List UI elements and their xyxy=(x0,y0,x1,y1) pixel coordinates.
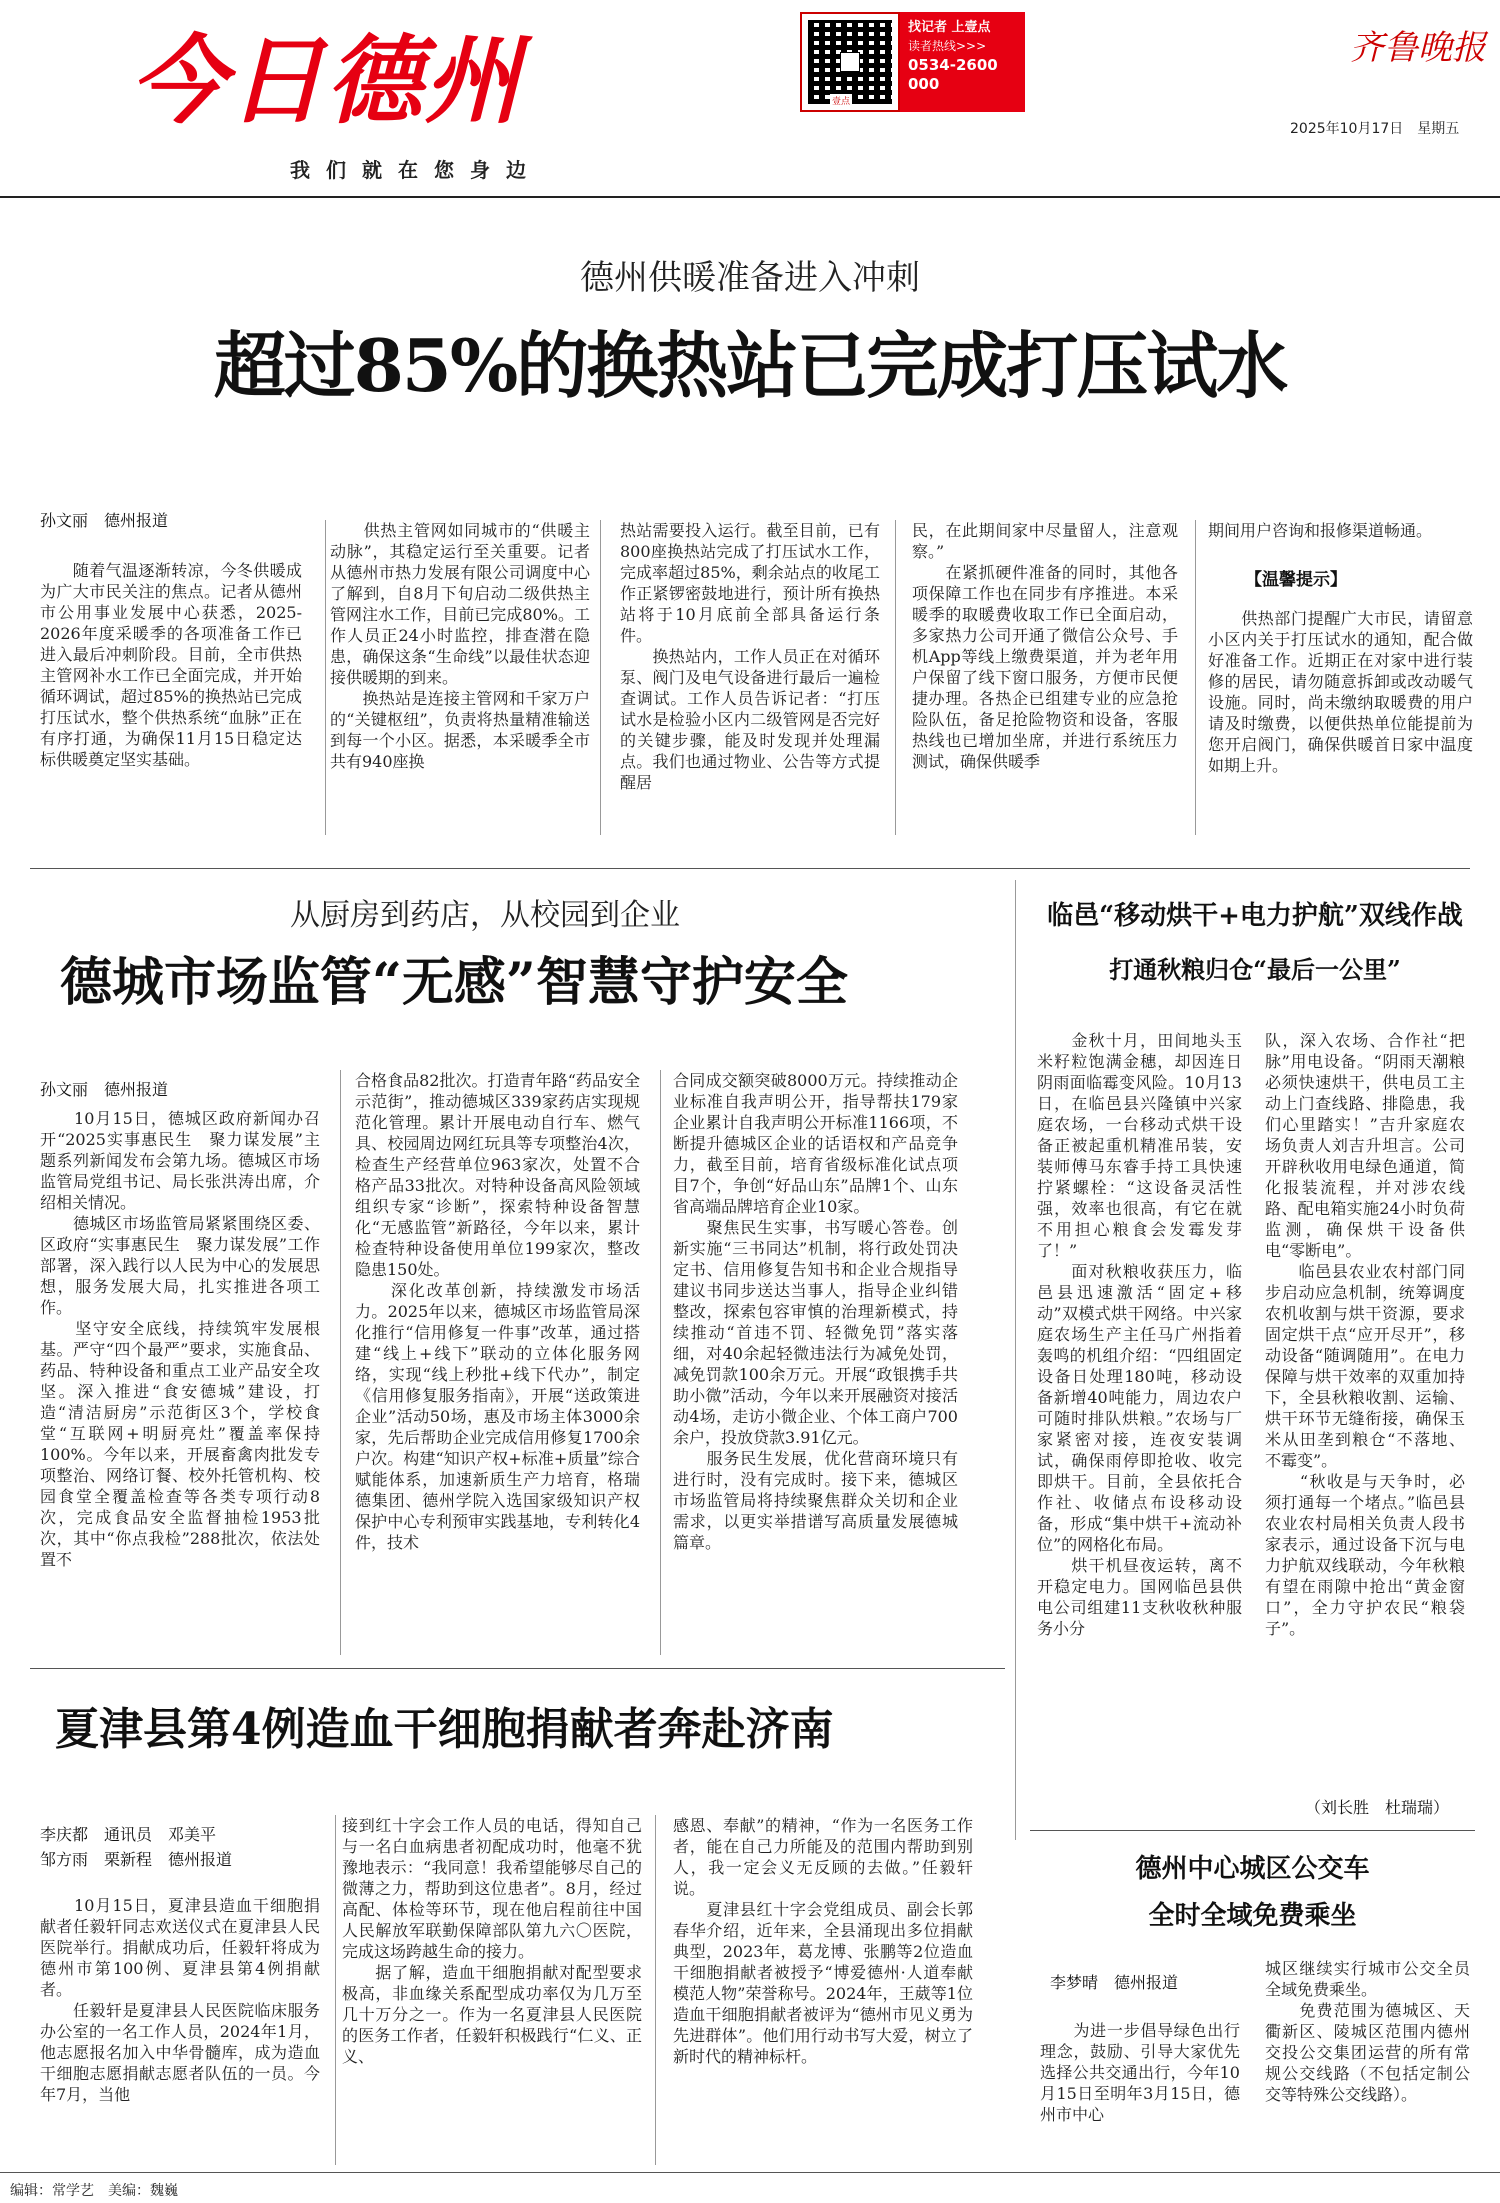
article2-column-1: 10月15日，德城区政府新闻办召开“2025实事惠民生 聚力谋发展”主题系列新闻发布会第九场。德城区市场监管局党组书记、局长张洪涛出席，介绍相关情况。 德城区市场监管局紧紧围绕区委、区政府“实事惠民生 聚力谋发展”工作部署，深入践行以人民为中心的发展思想，服务发展大局，扎实推进各项工作。 坚守安全底线，持续筑牢发展根基。严守“四个最严”要求，实施食品、药品、特种设备和重点工业产品安全攻坚。深入推进“食安德城”建设，打造“清洁厨房”示范街区3个，学校食堂“互联网+明厨亮灶”覆盖率保持100%。今年以来，开展畜禽肉批发专项整治、网络订餐、校外托管机构、校园食堂全覆盖检查等各类专项行动8次，完成食品安全监督抽检1953批次，其中“你点我检”288批次，依法处置不 xyxy=(40,1109,320,1569)
column-divider xyxy=(660,1070,661,1655)
article4-byline-2: 邹方雨 栗新程 德州报道 xyxy=(40,1850,233,1869)
article5-headline-line2: 全时全域免费乘坐 xyxy=(1148,1901,1357,1931)
article1-column-3: 热站需要投入运行。截至目前，已有800座换热站完成了打压试水工作，完成率超过85%，剩余站点的收尾工作正紧锣密鼓地进行，预计所有换热站将于10月底前全部具备运行条件。 换热站内，工作人员正在对循环泵、阀门及电气设备进行最后一遍检查调试。工作人员告诉记者：“打压试水是检验小区内二级管网是否完好的关键步骤，能及时发现并处理漏点。我们也通过物业、公告等方式提醒居 xyxy=(620,521,880,792)
article4-column-3: 感恩、奉献”的精神，“作为一名医务工作者，能在自己力所能及的范围内帮助到别人，我一定会义无反顾的去做。”任毅轩说。 夏津县红十字会党组成员、副会长郭春华介绍，近年来，全县涌现出多位捐献典型，2023年，葛龙博、张鹏等2位造血干细胞捐献者被授予“博爱德州·人道奉献模范人物”荣誉称号。2024年，王葳等1位造血干细胞捐献者被评为“德州市见义勇为先进群体”。他们用行动书写大爱，树立了新时代的精神标杆。 xyxy=(673,1816,973,2066)
article3-signature: （刘长胜 杜瑞瑞） xyxy=(1305,1798,1450,1817)
qr-code[interactable] xyxy=(800,12,900,112)
article1-kicker: 德州供暖准备进入冲刺 xyxy=(580,258,920,298)
article5-column-1: 为进一步倡导绿色出行理念，鼓励、引导大家优先选择公共交通出行，今年10月15日至明年3月15日，德州市中心 xyxy=(1040,2021,1240,2124)
column-divider xyxy=(655,1815,656,2165)
article3-kicker: 临邑“移动烘干+电力护航”双线作战 xyxy=(1047,901,1463,931)
article2-kicker: 从厨房到药店，从校园到企业 xyxy=(290,898,680,933)
footer-editor: 编辑：常学艺 美编：魏巍 xyxy=(10,2183,178,2199)
article4-headline: 夏津县第4例造血干细胞捐献者奔赴济南 xyxy=(55,1704,834,1755)
article2-headline: 德城市场监管“无感”智慧守护安全 xyxy=(60,952,848,1013)
section-divider xyxy=(1030,1830,1475,1831)
column-divider xyxy=(340,1070,341,1655)
qr-logo-icon xyxy=(840,52,860,72)
article2-byline: 孙文丽 德州报道 xyxy=(40,1080,169,1099)
article2-column-2: 合格食品82批次。打造青年路“药品安全示范街”，推动德城区339家药店实现规范化管理。累计开展电动自行车、燃气具、校园周边网红玩具等专项整治4次，检查生产经营单位963家次，处置不合格产品33批次。对特种设备高风险领域组织专家“诊断”，探索特种设备智慧化“无感监管”新路径，今年以来，累计检查特种设备使用单位199家次，整改隐患150处。 深化改革创新，持续激发市场活力。2025年以来，德城区市场监管局深化推行“信用修复一件事”改革，通过搭建“线上+线下”联动的立体化服务网络，实现“线上秒批+线下代办”，制定《信用修复服务指南》，开展“送政策进企业”活动50场，惠及市场主体3000余家，先后帮助企业完成信用修复1700余户次。构建“知识产权+标准+质量”综合赋能体系，加速新质生产力培育，格瑞德集团、德州学院入选国家级知识产权保护中心专利预审实践基地，专利转化4件，技术 xyxy=(355,1071,640,1552)
footer-divider xyxy=(0,2172,1500,2173)
section-divider xyxy=(30,1668,1005,1669)
masthead-slogan: 我们就在您身边 xyxy=(290,158,542,182)
article3-column-1: 金秋十月，田间地头玉米籽粒饱满金穗，却因连日阴雨面临霉变风险。10月13日，在临邑县兴隆镇中兴家庭农场，一台移动式烘干设备正被起重机精准吊装，安装师傅马东睿手持工具快速拧紧螺栓：“这设备灵活性强，效率也很高，有它在就不用担心粮食会发霉发芽了！” 面对秋粮收获压力，临邑县迅速激活“固定+移动”双模式烘干网络。中兴家庭农场生产主任马广州指着轰鸣的机组介绍：“四组固定设备日处理180吨，移动设备新增40吨能力，周边农户可随时排队烘粮。”农场与厂家紧密对接，连夜安装调试，确保雨停即抢收、收完即烘干。目前，全县依托合作社、收储点布设移动设备，形成“集中烘干+流动补位”的网格化布局。 烘干机昼夜运转，离不开稳定电力。国网临邑县供电公司组建11支秋收秋种服务小分 xyxy=(1037,1031,1242,1638)
hotline-number: 0534-2600000 xyxy=(908,56,998,93)
article1-byline: 孙文丽 德州报道 xyxy=(40,511,169,530)
article4-column-2: 接到红十字会工作人员的电话，得知自己与一名白血病患者初配成功时，他毫不犹豫地表示：“我同意！我希望能够尽自己的微薄之力，帮助到这位患者”。8月，经过高配、体检等环节，现在他启程前往中国人民解放军联勤保障部队第九六〇医院，完成这场跨越生命的接力。 据了解，造血干细胞捐献对配型要求极高，非血缘关系配型成功率仅为几万至几十万分之一。作为一名夏津县人民医院的医务工作者，任毅轩积极践行“仁义、正义、 xyxy=(342,1816,642,2066)
article1-column-1: 随着气温逐渐转凉，今冬供暖成为广大市民关注的焦点。记者从德州市公用事业发展中心获悉，2025-2026年度采暖季的各项准备工作已进入最后冲刺阶段。目前，全市供热主管网补水工作已全面完成，并开始循环调试，超过85%的换热站已完成打压试水，整个供热系统“血脉”正在有序打通，为确保11月15日稳定达标供暖奠定坚实基础。 xyxy=(40,561,302,769)
column-divider xyxy=(325,520,326,835)
paper-brand-logo: 齐鲁晚报 xyxy=(1350,28,1486,68)
tip-title: 【温馨提示】 xyxy=(1245,570,1347,590)
column-divider xyxy=(335,1815,336,2165)
qr-caption: 壹点 xyxy=(830,94,852,107)
column-divider xyxy=(1015,880,1016,1840)
article2-column-3: 合同成交额突破8000万元。持续推动企业标准自我声明公开，指导帮扶179家企业累计自我声明公开标准1166项，不断提升德城区企业的话语权和产品竞争力，截至目前，培育省级标准化试点项目7个，争创“好品山东”品牌1个、山东省高端品牌培育企业10家。 聚焦民生实事，书写暖心答卷。创新实施“三书同达”机制，将行政处罚决定书、信用修复告知书和企业合规指导建议书同步送达当事人，指导企业纠错整改，探索包容审慎的治理新模式，持续推动“首违不罚、轻微免罚”落实落细，对40余起轻微违法行为减免处罚，减免罚款100余万元。开展“政银携手共助小微”活动，今年以来开展融资对接活动4场，走访小微企业、个体工商户700余户，投放贷款3.91亿元。 服务民生发展，优化营商环境只有进行时，没有完成时。接下来，德城区市场监管局将持续聚焦群众关切和企业需求，以更实举措谱写高质量发展德城篇章。 xyxy=(673,1071,958,1552)
reader-hotline-box xyxy=(900,12,1025,112)
article5-byline: 李梦晴 德州报道 xyxy=(1050,1973,1179,1992)
date-text: 2025年10月17日 xyxy=(1290,121,1404,137)
column-divider xyxy=(1195,520,1196,835)
article5-headline-line1: 德州中心城区公交车 xyxy=(1135,1854,1370,1884)
article3-column-2: 队，深入农场、合作社“把脉”用电设备。“阴雨天潮粮必须快速烘干，供电员工主动上门查线路、排隐患，我们心里踏实！”吉升家庭农场负责人刘吉升坦言。公司开辟秋收用电绿色通道，简化报装流程，并对涉农线路、配电箱实施24小时负荷监测，确保烘干设备供电“零断电”。 临邑县农业农村部门同步启动应急机制，统筹调度农机收割与烘干资源，要求固定烘干点“应开尽开”，移动设备“随调随用”。在电力保障与烘干效率的双重加持下，全县秋粮收割、运输、烘干环节无缝衔接，确保玉米从田垄到粮仓“不落地、不霉变”。 “秋收是与天争时，必须打通每一个堵点。”临邑县农业农村局相关负责人段书家表示，通过设备下沉与电力护航双线联动，今年秋粮有望在雨隙中抢出“黄金窗口”，全力守护农民“粮袋子”。 xyxy=(1265,1031,1465,1638)
article1-headline: 超过85%的换热站已完成打压试水 xyxy=(213,323,1287,408)
masthead-divider xyxy=(0,196,1500,198)
weekday-text: 星期五 xyxy=(1417,121,1460,137)
article4-column-1: 10月15日，夏津县造血干细胞捐献者任毅轩同志欢送仪式在夏津县人民医院举行。捐献成功后，任毅轩将成为德州市第100例、夏津县第4例捐献者。 任毅轩是夏津县人民医院临床服务办公室的一名工作人员，2024年1月，他志愿报名加入中华骨髓库，成为造血干细胞志愿捐献志愿者队伍的一员。今年7月，当他 xyxy=(40,1896,320,2104)
hotline-prefix: 读者热线>>> xyxy=(908,39,987,53)
article5-column-2: 城区继续实行城市公交全员全域免费乘坐。 免费范围为德城区、天衢新区、陵城区范围内德州交投公交集团运营的所有常规公交线路（不包括定制公交等特殊公交线路）。 xyxy=(1265,1959,1470,2104)
section-divider xyxy=(30,868,1470,869)
article3-headline: 打通秋粮归仓“最后一公里” xyxy=(1109,955,1401,984)
tip-body: 供热部门提醒广大市民，请留意小区内关于打压试水的通知，配合做好准备工作。近期正在对家中进行装修的居民，请勿随意拆卸或改动暖气设施。同时，尚未缴纳取暖费的用户请及时缴费，以便供热单位能提前为您开启阀门，确保供暖首日家中温度如期上升。 xyxy=(1208,609,1473,775)
masthead-title: 今日德州 xyxy=(130,25,522,137)
article1-column-2: 供热主管网如同城市的“供暖主动脉”，其稳定运行至关重要。记者从德州市热力发展有限公司调度中心了解到，自8月下旬启动二级供热主管网注水工作，目前已完成80%。工作人员正24小时监控，排查潜在隐患，确保这条“生命线”以最佳状态迎接供暖期的到来。 换热站是连接主管网和千家万户的“关键枢纽”，负责将热量精准输送到每一个小区。据悉，本采暖季全市共有940座换 xyxy=(330,521,590,771)
column-divider xyxy=(895,520,896,835)
hotline-label: 找记者 上壹点 xyxy=(908,20,991,35)
issue-date xyxy=(1290,118,1459,138)
column-divider xyxy=(600,520,601,835)
article1-column-5-top: 期间用户咨询和报修渠道畅通。 xyxy=(1208,521,1433,540)
article1-column-4: 民，在此期间家中尽量留人，注意观察。” 在紧抓硬件准备的同时，其他各项保障工作也在同步有序推进。本采暖季的取暖费收取工作已全面启动，多家热力公司开通了微信公众号、手机App等线上缴费渠道，并为老年用户保留了线下窗口服务，方便市民便捷办理。各热企已组建专业的应急抢险队伍，备足抢险物资和设备，客服热线也已增加坐席，并进行系统压力测试，确保供暖季 xyxy=(912,521,1178,771)
article4-byline-1: 李庆都 通讯员 邓美平 xyxy=(40,1825,217,1844)
